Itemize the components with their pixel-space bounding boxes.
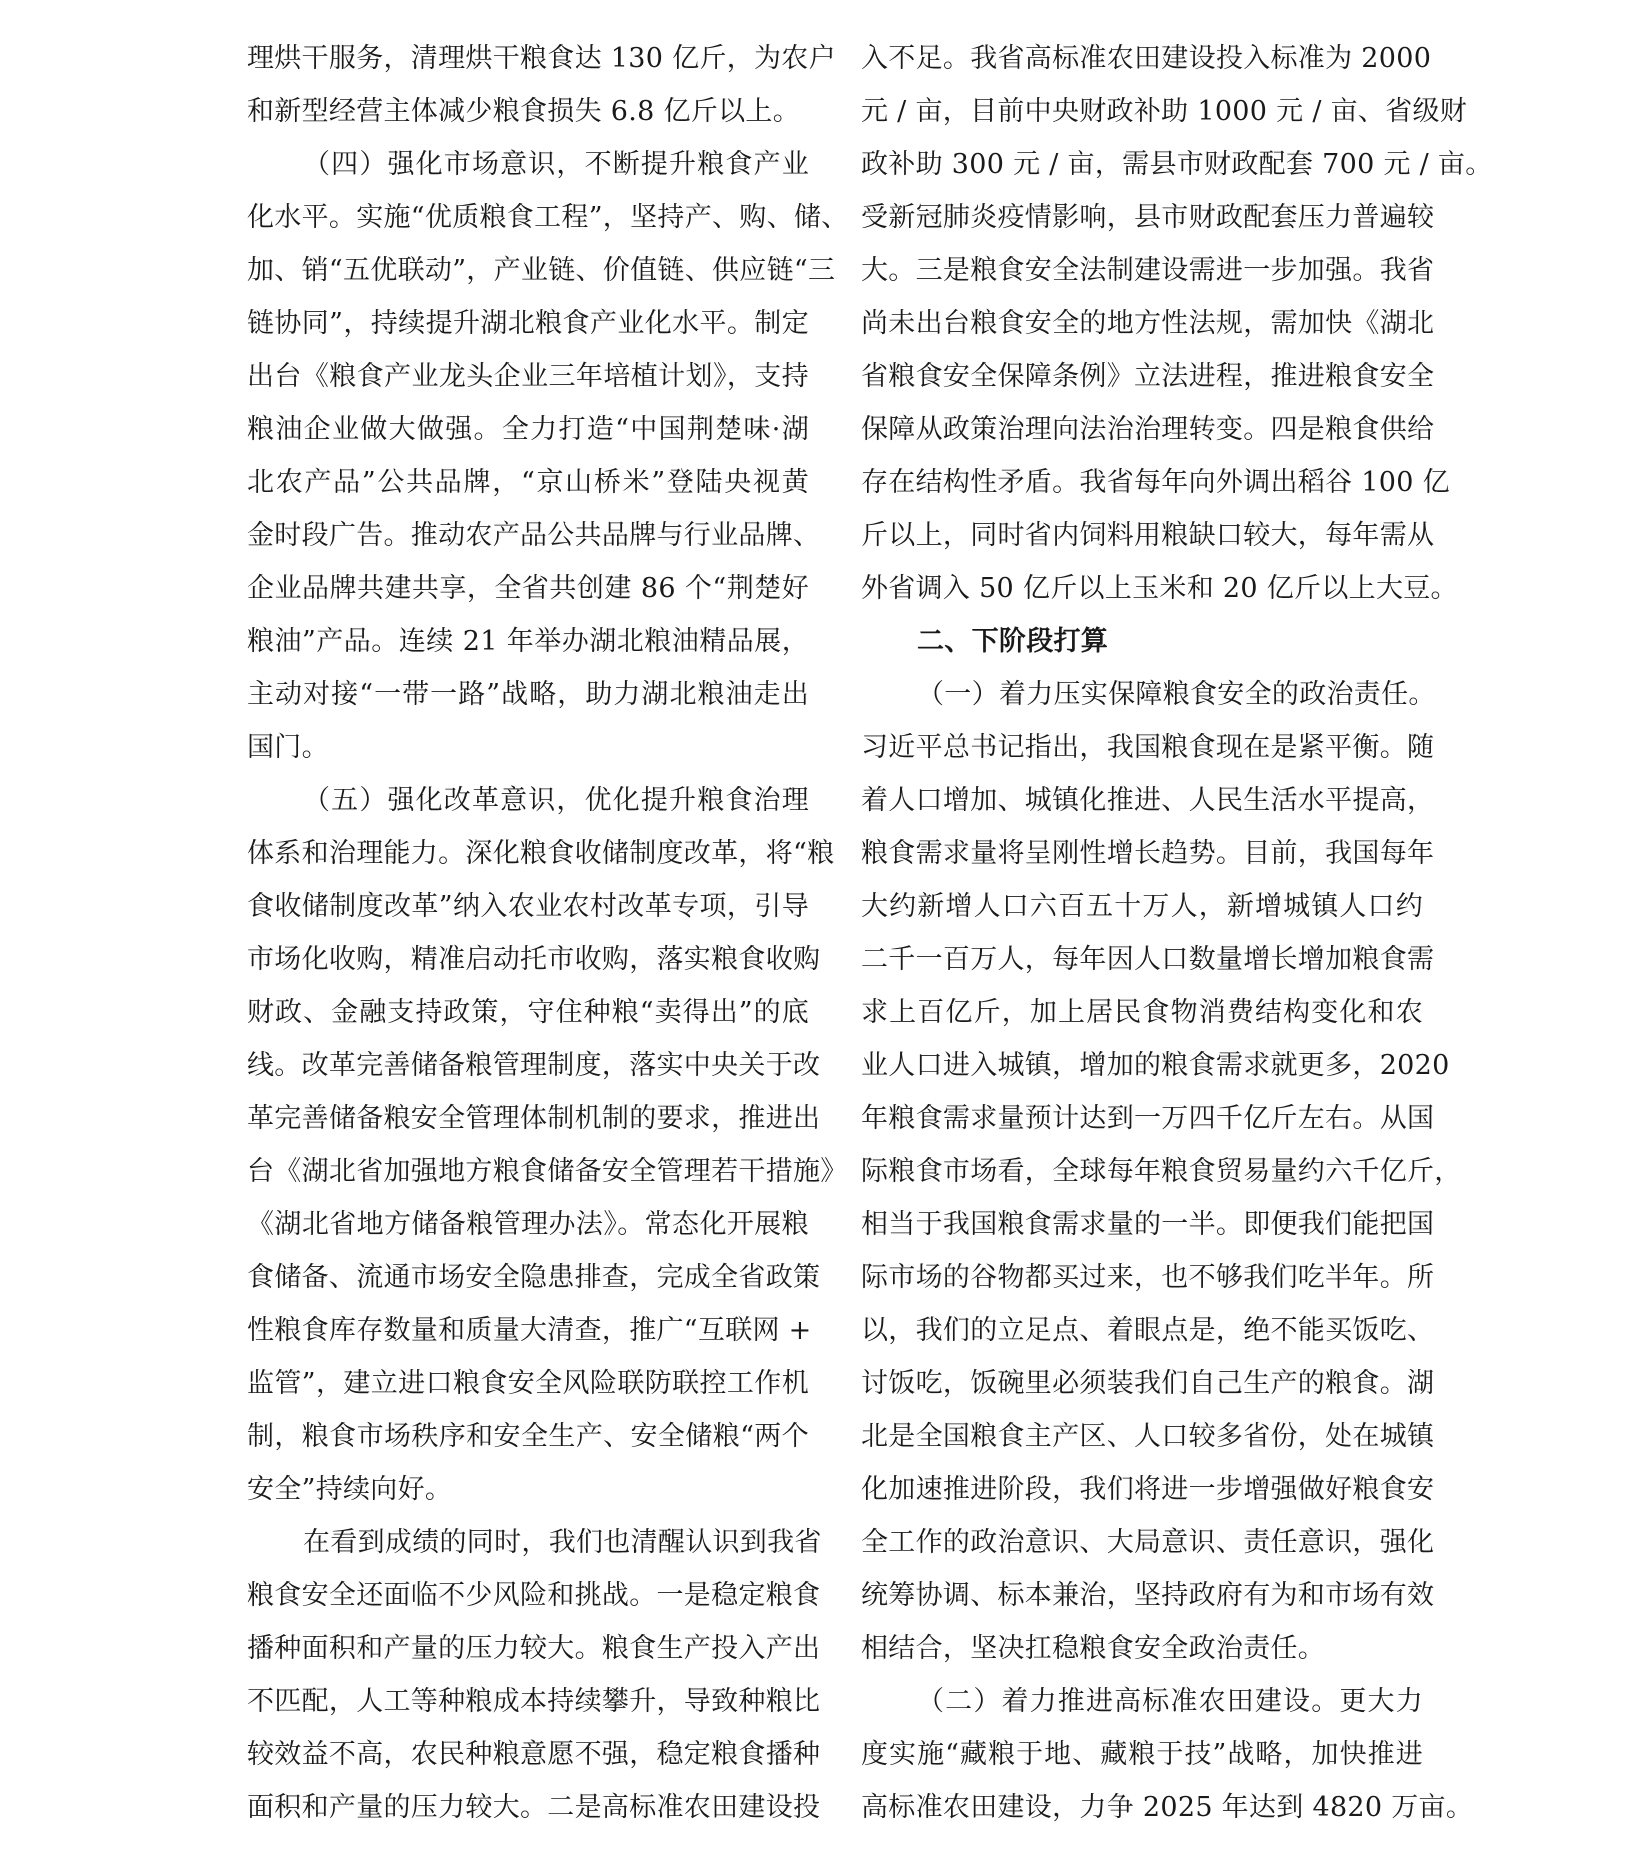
text-line: 监管”，建立进口粮食安全风险联防联控工作机 — [247, 1368, 809, 1399]
text-line: 存在结构性矛盾。我省每年向外调出稻谷 100 亿 — [861, 467, 1450, 498]
text-line: 际市场的谷物都买过来，也不够我们吃半年。所 — [861, 1262, 1435, 1293]
text-line: 粮油企业做大做强。全力打造“中国荆楚味·湖 — [247, 414, 809, 445]
text-line: 粮食需求量将呈刚性增长趋势。目前，我国每年 — [861, 838, 1435, 869]
right-column — [861, 32, 1493, 1834]
text-line: 相当于我国粮食需求量的一半。即便我们能把国 — [861, 1209, 1435, 1240]
text-line: 出台《粮食产业龙头企业三年培植计划》，支持 — [247, 361, 809, 392]
text-line: 《湖北省地方储备粮管理办法》。常态化开展粮 — [247, 1209, 809, 1240]
text-line: 理烘干服务，清理烘干粮食达 130 亿斤，为农户 — [247, 43, 836, 74]
text-line: 化水平。实施“优质粮食工程”，坚持产、购、储、 — [247, 202, 849, 233]
text-line: 习近平总书记指出，我国粮食现在是紧平衡。随 — [861, 732, 1435, 763]
text-line: 际粮食市场看，全球每年粮食贸易量约六千亿斤， — [861, 1156, 1462, 1187]
text-line: 主动对接“一带一路”战略，助力湖北粮油走出 — [247, 679, 809, 710]
text-line: 面积和产量的压力较大。二是高标准农田建设投 — [247, 1792, 821, 1823]
text-line: 着人口增加、城镇化推进、人民生活水平提高， — [861, 785, 1435, 816]
text-line: 相结合，坚决扛稳粮食安全政治责任。 — [861, 1633, 1326, 1664]
text-line: 食收储制度改革”纳入农业农村改革专项，引导 — [247, 891, 809, 922]
text-line: 全工作的政治意识、大局意识、责任意识，强化 — [861, 1527, 1435, 1558]
text-line: 元 / 亩，目前中央财政补助 1000 元 / 亩、省级财 — [861, 96, 1468, 127]
text-line: 国门。 — [247, 732, 329, 763]
section-heading: 二、下阶段打算 — [917, 626, 1109, 657]
paragraph-start-line: （五）强化改革意识，优化提升粮食治理 — [303, 785, 809, 816]
text-line: 受新冠肺炎疫情影响，县市财政配套压力普遍较 — [861, 202, 1435, 233]
text-line: 政补助 300 元 / 亩，需县市财政配套 700 元 / 亩。 — [861, 149, 1493, 180]
text-line: 台《湖北省加强地方粮食储备安全管理若干措施》 — [247, 1156, 848, 1187]
text-line: 企业品牌共建共享，全省共创建 86 个“荆楚好 — [247, 573, 809, 604]
text-line: 金时段广告。推动农产品公共品牌与行业品牌、 — [247, 520, 821, 551]
text-line: 统筹协调、标本兼治，坚持政府有为和市场有效 — [861, 1580, 1435, 1611]
paragraph-start-line: （一）着力压实保障粮食安全的政治责任。 — [917, 679, 1436, 710]
text-line: 性粮食库存数量和质量大清查，推广“互联网 + — [247, 1315, 812, 1346]
text-line: 体系和治理能力。深化粮食收储制度改革，将“粮 — [247, 838, 835, 869]
text-line: 度实施“藏粮于地、藏粮于技”战略，加快推进 — [861, 1739, 1423, 1770]
text-line: 讨饭吃，饭碗里必须装我们自己生产的粮食。湖 — [861, 1368, 1435, 1399]
text-line: 大约新增人口六百五十万人，新增城镇人口约 — [861, 891, 1423, 922]
text-line: 链协同”，持续提升湖北粮食产业化水平。制定 — [247, 308, 809, 339]
text-line: 入不足。我省高标准农田建设投入标准为 2000 — [861, 43, 1432, 74]
left-column — [247, 32, 849, 1834]
text-line: 安全”持续向好。 — [247, 1474, 453, 1505]
text-line: 斤以上，同时省内饲料用粮缺口较大，每年需从 — [861, 520, 1435, 551]
text-line: 省粮食安全保障条例》立法进程，推进粮食安全 — [861, 361, 1435, 392]
text-line: 高标准农田建设，力争 2025 年达到 4820 万亩。 — [861, 1792, 1474, 1823]
text-line: 食储备、流通市场安全隐患排查，完成全省政策 — [247, 1262, 821, 1293]
paragraph-start-line: 在看到成绩的同时，我们也清醒认识到我省 — [303, 1527, 822, 1558]
text-line: 北是全国粮食主产区、人口较多省份，处在城镇 — [861, 1421, 1435, 1452]
text-line: 保障从政策治理向法治治理转变。四是粮食供给 — [861, 414, 1435, 445]
text-line: 求上百亿斤，加上居民食物消费结构变化和农 — [861, 997, 1423, 1028]
text-line: 尚未出台粮食安全的地方性法规，需加快《湖北 — [861, 308, 1435, 339]
paragraph-start-line: （二）着力推进高标准农田建设。更大力 — [917, 1686, 1423, 1717]
text-line: 较效益不高，农民种粮意愿不强，稳定粮食播种 — [247, 1739, 821, 1770]
text-line: 财政、金融支持政策，守住种粮“卖得出”的底 — [247, 997, 809, 1028]
text-line: 化加速推进阶段，我们将进一步增强做好粮食安 — [861, 1474, 1435, 1505]
text-line: 大。三是粮食安全法制建设需进一步加强。我省 — [861, 255, 1435, 286]
text-line: 市场化收购，精准启动托市收购，落实粮食收购 — [247, 944, 821, 975]
text-line: 二千一百万人，每年因人口数量增长增加粮食需 — [861, 944, 1435, 975]
text-line: 播种面积和产量的压力较大。粮食生产投入产出 — [247, 1633, 821, 1664]
text-line: 革完善储备粮安全管理体制机制的要求，推进出 — [247, 1103, 821, 1134]
text-line: 年粮食需求量预计达到一万四千亿斤左右。从国 — [861, 1103, 1435, 1134]
text-line: 粮食安全还面临不少风险和挑战。一是稳定粮食 — [247, 1580, 821, 1611]
text-line: 外省调入 50 亿斤以上玉米和 20 亿斤以上大豆。 — [861, 573, 1458, 604]
text-line: 和新型经营主体减少粮食损失 6.8 亿斤以上。 — [247, 96, 801, 127]
text-line: 北农产品”公共品牌，“京山桥米”登陆央视黄 — [247, 467, 809, 498]
text-line: 不匹配，人工等种粮成本持续攀升，导致种粮比 — [247, 1686, 821, 1717]
text-line: 以，我们的立足点、着眼点是，绝不能买饭吃、 — [861, 1315, 1435, 1346]
text-line: 加、销“五优联动”，产业链、价值链、供应链“三 — [247, 255, 836, 286]
text-line: 线。改革完善储备粮管理制度，落实中央关于改 — [247, 1050, 821, 1081]
text-line: 粮油”产品。连续 21 年举办湖北粮油精品展， — [247, 626, 809, 657]
paragraph-start-line: （四）强化市场意识，不断提升粮食产业 — [303, 149, 809, 180]
text-line: 制，粮食市场秩序和安全生产、安全储粮“两个 — [247, 1421, 809, 1452]
text-line: 业人口进入城镇，增加的粮食需求就更多，2020 — [861, 1050, 1450, 1081]
